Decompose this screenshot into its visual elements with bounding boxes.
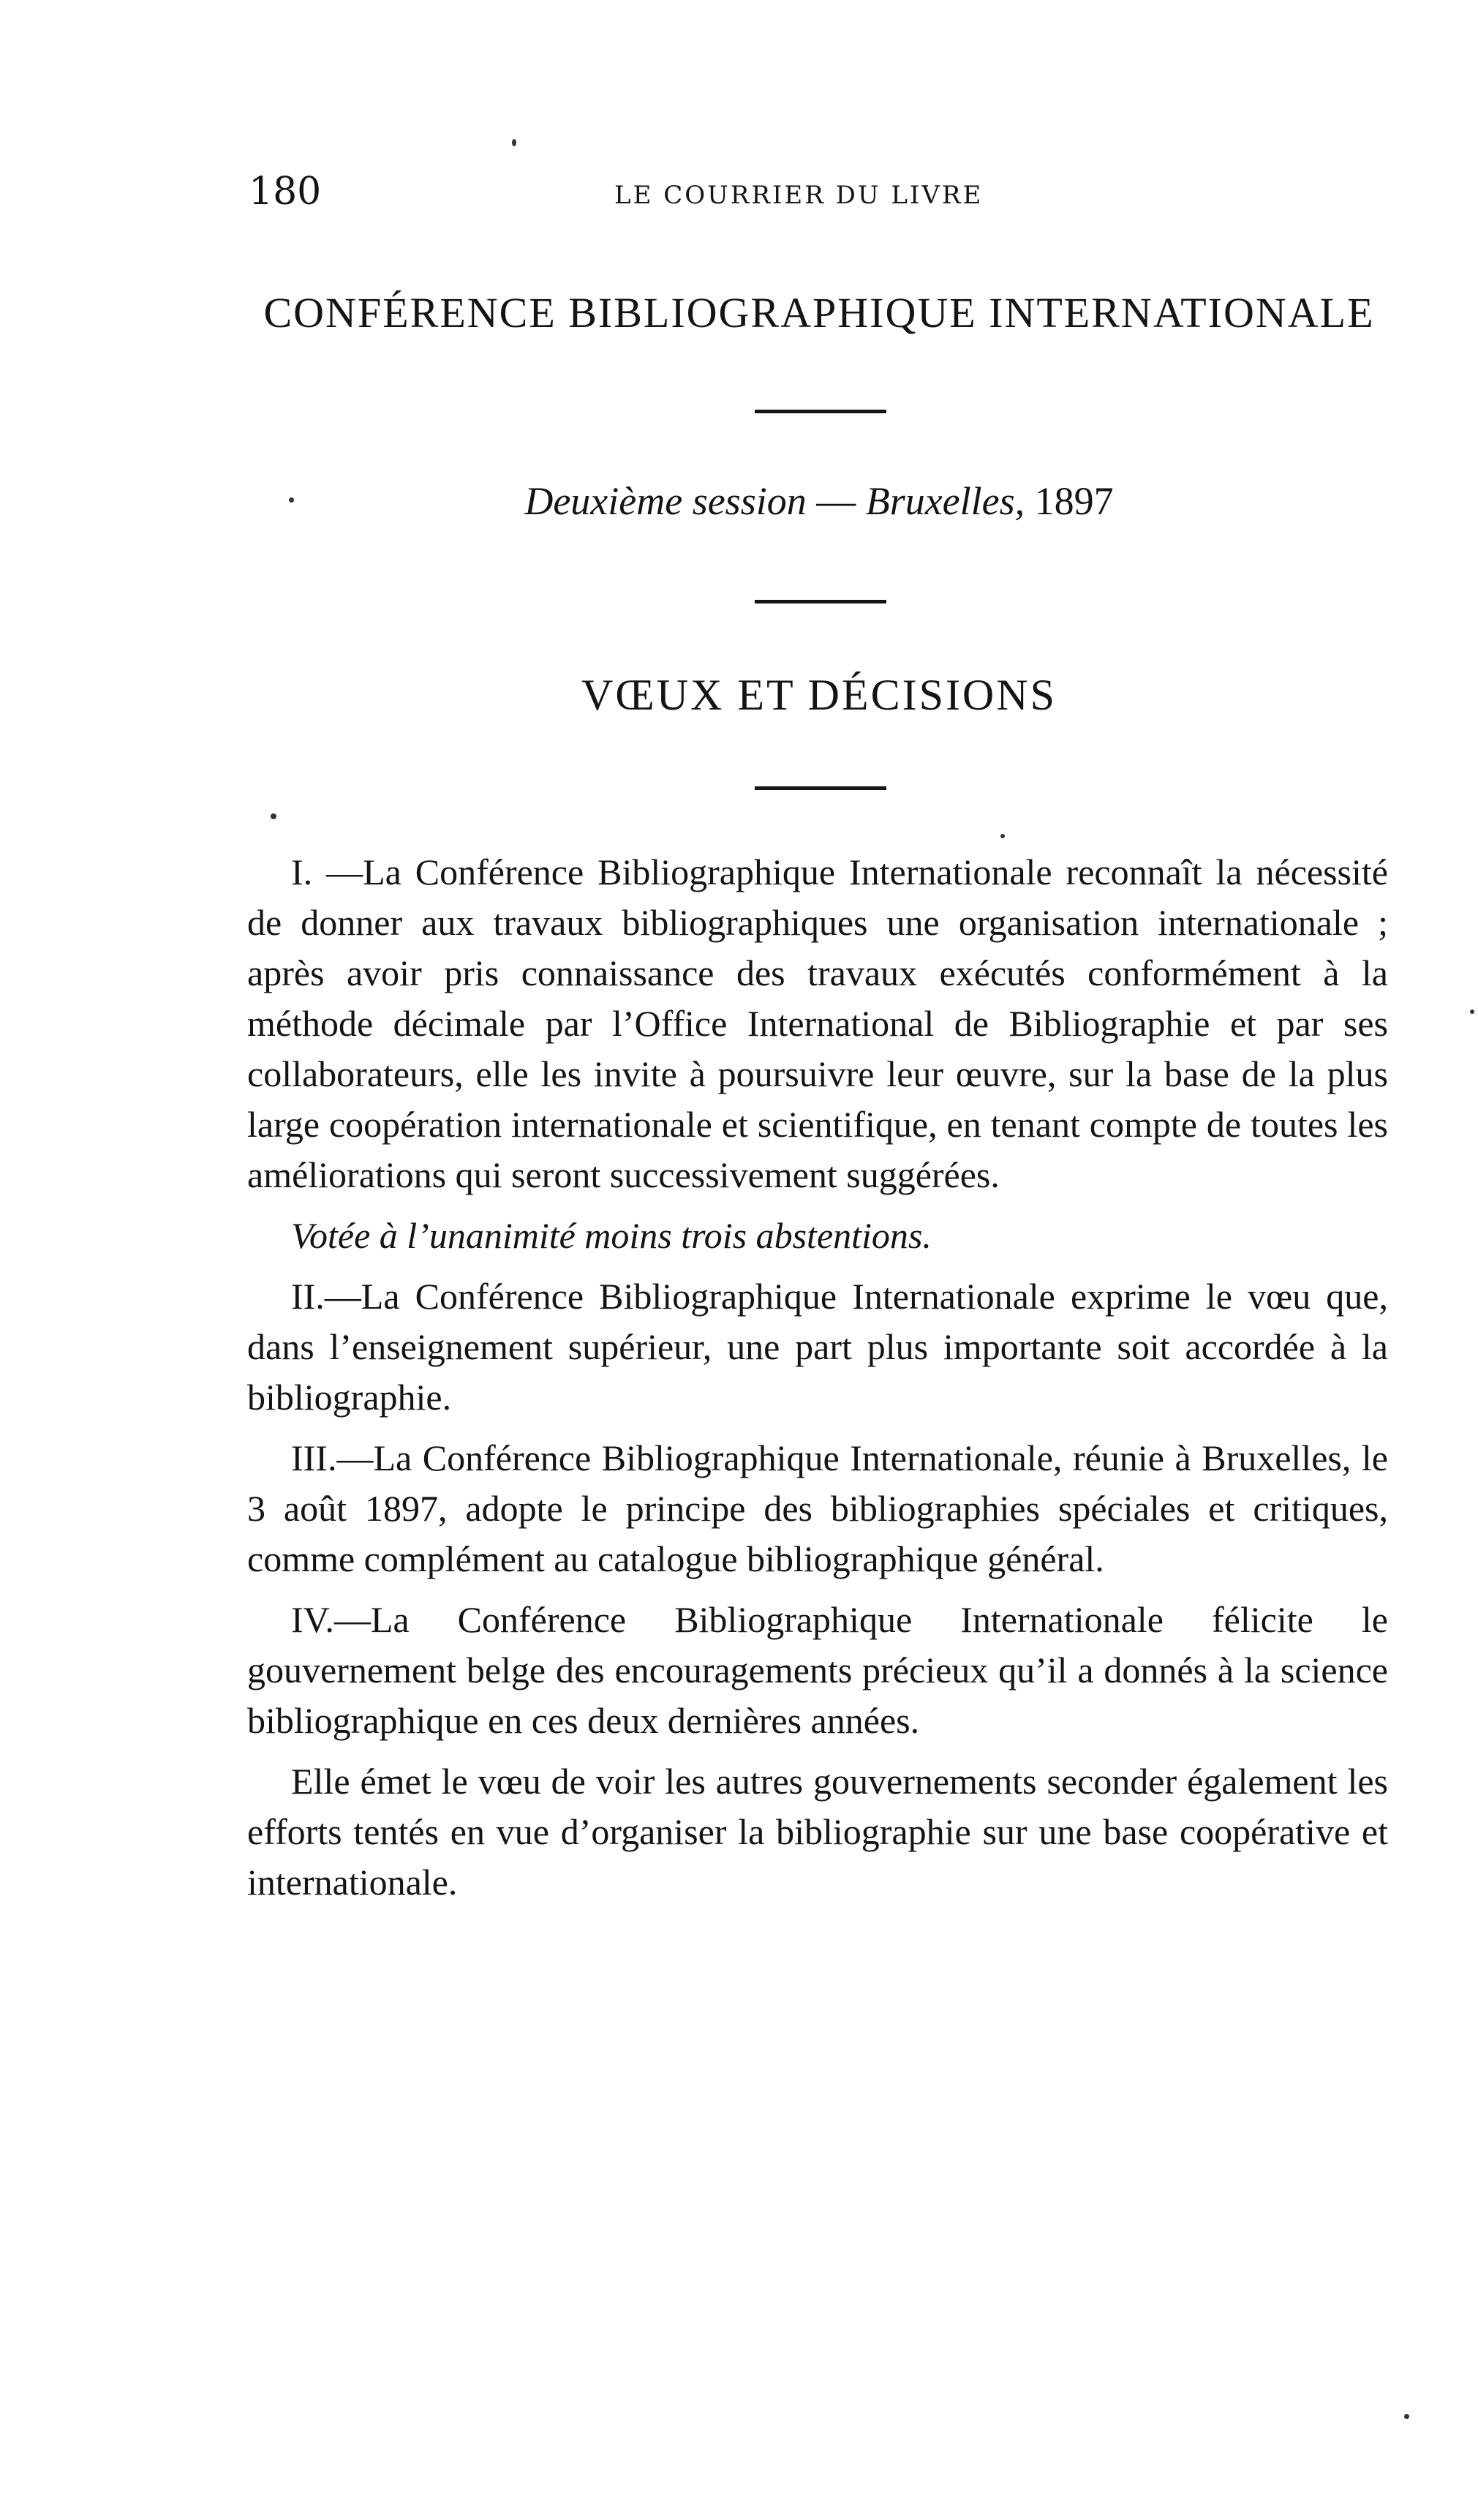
ink-speck (289, 497, 294, 503)
page-number: 180 (249, 170, 322, 214)
ink-speck (1404, 2414, 1409, 2419)
body-text (247, 847, 1388, 1918)
ink-speck (512, 139, 516, 146)
session-city: Bruxelles, (865, 479, 1025, 523)
vote-note: Votée à l’unanimité moins trois abstentions. (291, 1215, 932, 1256)
resolution-3: III.—La Conférence Bibliographique Internationale, réunie à Bruxelles, le 3 août 1897, adopte le principe des bibliographies spéciales et critiques, comme complément au catalogue bibliographique général. (247, 1437, 1388, 1579)
section-heading: VŒUX ET DÉCISIONS (581, 671, 1057, 719)
resolution-1: I. —La Conférence Bibliographique Internationale reconnaît la nécessité de donner aux travaux bibliographiques une organisation internationale ; après avoir pris connaissance des travaux exécutés conformément à la méthode décimale par l’Office International de Bibliographie et par ses collaborateurs, elle les invite à poursuivre leur œuvre, sur la base de la plus large coopération internationale et scientifique, en tenant compte de toutes les améliorations qui seront successivement suggérées. (247, 851, 1388, 1195)
divider-rule (755, 410, 886, 413)
ink-speck (271, 813, 276, 819)
resolution-4: IV.—La Conférence Bibliographique Internationale félicite le gouvernement belge des encouragements précieux qu’il a donnés à la science bibliographique en ces deux dernières années. (247, 1599, 1388, 1741)
session-year: 1897 (1025, 479, 1114, 523)
session-label: Deuxième session (524, 479, 807, 523)
subtitle-dash: — (806, 479, 866, 523)
divider-rule (755, 600, 886, 603)
ink-speck (1470, 1009, 1474, 1014)
session-subtitle (249, 468, 1390, 534)
divider-rule (755, 786, 886, 790)
closing-wish: Elle émet le vœu de voir les autres gouvernements seconder également les efforts tentés en vue d’organiser la bibliographie sur une base coopérative et internationale. (247, 1761, 1388, 1903)
page-header (249, 162, 1390, 221)
running-head: LE COURRIER DU LIVRE (614, 181, 984, 210)
article-title: CONFÉRENCE BIBLIOGRAPHIQUE INTERNATIONALE (263, 289, 1375, 336)
resolution-2: II.—La Conférence Bibliographique Internationale exprime le vœu que, dans l’enseignement supérieur, une part plus importante soit accordée à la bibliographie. (247, 1276, 1388, 1418)
ink-speck (1000, 834, 1005, 838)
